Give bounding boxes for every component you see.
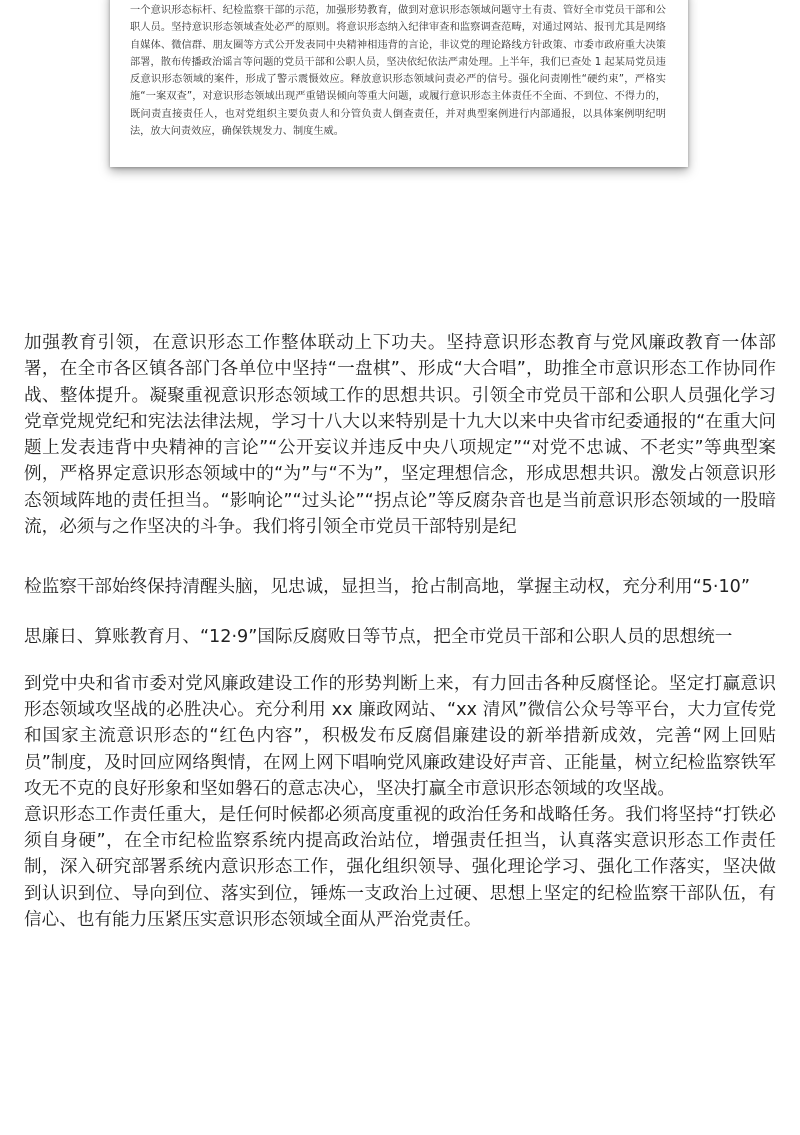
- body-text-block: [24, 671, 776, 933]
- paragraph-education: 加强教育引领，在意识形态工作整体联动上下功夫。坚持意识形态教育与党风廉政教育一体部署，在全市各区镇各部门各单位中坚持“一盘棋”、形成“大合唱”，助推全市意识形态工作协同作战、整体提升。凝聚重视意识形态领域工作的思想共识。引领全市党员干部和公职人员强化学习党章党规党纪和宪法法律法规，学习十八大以来特别是十九大以来中央省市纪委通报的“在重大问题上发表违背中央精神的言论”“公开妄议并违反中央八项规定”“对党不忠诚、不老实”等典型案例，严格界定意识形态领域中的“为”与“不为”，坚定理想信念，形成思想共识。激发占领意识形态领域阵地的责任担当。“影响论”“过头论”“拐点论”等反腐杂音也是当前意识形态领域的一股暗流，必须与之作坚决的斗争。我们将引领全市党员干部特别是纪: [24, 333, 776, 538]
- paragraph-battle: 到党中央和省市委对党风廉政建设工作的形势判断上来，有力回击各种反腐怪论。坚定打赢意识形态领域攻坚战的必胜决心。充分利用 xx 廉政网站、“xx 清风”微信公众号等平台，大力宣传党和国家主流意识形态的“红色内容”，积极发布反腐倡廉建设的新举措新成效，完善“网上回贴员”制度，及时回应网络舆情，在网上网下唱响党风廉政建设好声音、正能量，树立纪检监察铁军攻无不克的良好形象和坚如磐石的意志决心，坚决打赢全市意识形态领域的攻坚战。: [24, 674, 776, 799]
- paragraph-responsibility: 意识形态工作责任重大，是任何时候都必须高度重视的政治任务和战略任务。我们将坚持“打铁必须自身硬”，在全市纪检监察系统内提高政治站位，增强责任担当，认真落实意识形态工作责任制，深入研究部署系统内意识形态工作，强化组织领导、强化理论学习、强化工作落实，坚决做到认识到位、导向到位、落实到位，锤炼一支政治上过硬、思想上坚定的纪检监察干部队伍，有信心、也有能力压紧压实意识形态领域全面从严治党责任。: [24, 805, 776, 930]
- excerpt-text: 一个意识形态标杆、纪检监察干部的示范，加强形势教育，做到对意识形态领域问题守土有责、管好全市党员干部和公职人员。坚持意识形态领域查处必严的原则。将意识形态纳入纪律审查和监察调查范畴，对通过网站、报刊尤其是网络自媒体、微信群、朋友圈等方式公开发表同中央精神相违背的言论，非议党的理论路线方针政策、市委市政府重大决策部署，散布传播政治谣言等问题的党员干部和公职人员，坚决依纪依法严肃处理。上半年，我们已查处 1 起某局党员违反意识形态领域的案件，形成了警示震慑效应。释放意识形态领域问责必严的信号。强化问责刚性“硬约束”，严格实施“一案双查”，对意识形态领域出现严重错误倾向等重大问题，或履行意识形态主体责任不全面、不到位、不得力的，既问责直接责任人，也对党组织主要负责人和分管负责人倒查责任，并对典型案例进行内部通报，以具体案例明纪明法，放大问责效应，确保铁规发力、制度生威。: [130, 5, 666, 138]
- document-preview-card: [110, 0, 688, 167]
- paragraph-line: 思廉日、算账教育月、“12·9”国际反腐败日等节点，把全市党员干部和公职人员的思想统一: [24, 627, 733, 647]
- paragraph-line: 检监察干部始终保持清醒头脑，见忠诚，显担当，抢占制高地，掌握主动权，充分利用“5·10”: [24, 577, 750, 597]
